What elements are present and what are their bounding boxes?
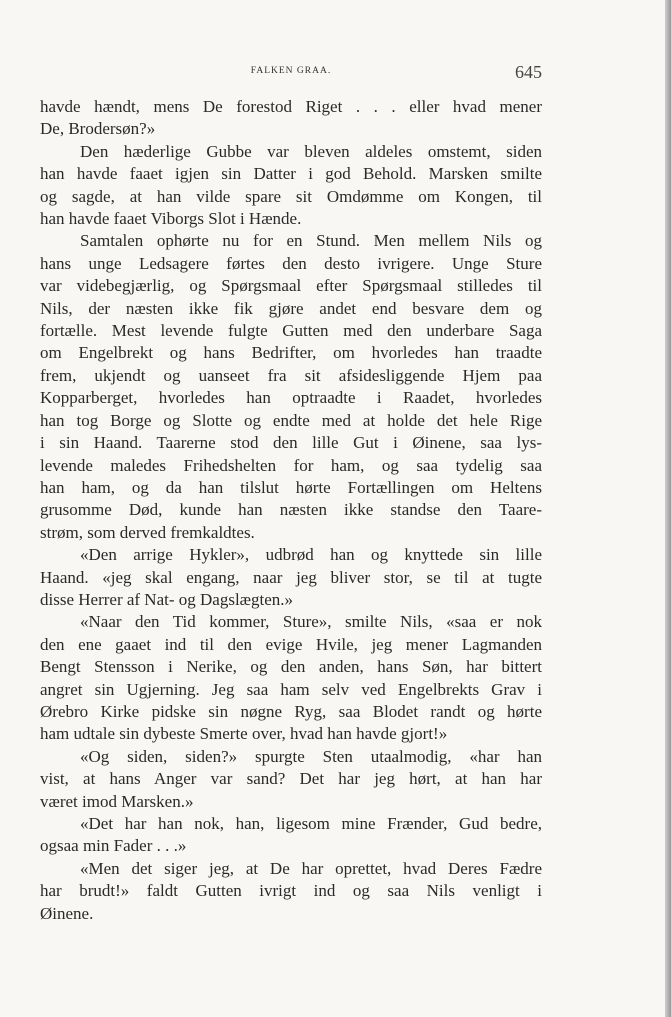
text-line: hans unge Ledsagere førtes den desto ivrigere. Unge Sture [40, 253, 542, 273]
text-line: «Men det siger jeg, at De har oprettet, hvad Deres Fædre [80, 858, 542, 878]
text-line: De, Brodersøn?» [40, 119, 156, 139]
text-line: «Det har han nok, han, ligesom mine Frænder, Gud bedre, [80, 814, 542, 833]
page-edge [665, 0, 671, 1017]
text-line: «Den arrige Hykler», udbrød han og knyttede sin lille [80, 545, 542, 565]
text-line: ham udtale sin dybeste Smerte over, hvad han havde gjort!» [40, 724, 448, 744]
text-line: Kopparberget, hvorledes han optraadte i Raadet, hvorledes [40, 388, 542, 408]
text-line: levende maledes Frihedshelten for ham, og saa tydelig saa [40, 455, 542, 475]
text-line: disse Herrer af Nat- og Dagslægten.» [40, 589, 294, 609]
text-line: Øinene. [40, 903, 94, 923]
text-line: grusomme Død, kunde han næsten ikke standse den Taare- [40, 500, 542, 520]
text-line: han havde faaet Viborgs Slot i Hænde. [40, 209, 302, 229]
text-line: Samtalen ophørte nu for en Stund. Men mellem Nils og [80, 231, 542, 251]
text-line: var videbegjærlig, og Spørgsmaal efter Spørgsmaal stilledes til [40, 276, 542, 296]
text-line: Den hæderlige Gubbe var bleven aldeles omstemt, siden [80, 141, 542, 161]
running-title: FALKEN GRAA. [250, 66, 332, 76]
text-line: og sagde, at han vilde spare sit Omdømme om Kongen, til [40, 186, 542, 206]
body-text [40, 96, 542, 925]
text-line: han havde faaet igjen sin Datter i god Behold. Marsken smilte [40, 164, 542, 184]
page-header [40, 62, 542, 86]
text-line: fortælle. Mest levende fulgte Gutten med den underbare Saga [40, 321, 542, 341]
text-line: strøm, som derved fremkaldtes. [40, 522, 255, 542]
text-line: frem, ukjendt og uanseet fra sit afsidesliggende Hjem paa [40, 365, 542, 385]
text-line: Ørebro Kirke pidske sin nøgne Ryg, saa Blodet randt og hørte [40, 701, 542, 721]
text-line: han tog Borge og Slotte og endte med at holde det hele Rige [40, 410, 542, 430]
text-line: Haand. «jeg skal engang, naar jeg bliver stor, se til at tugte [40, 567, 542, 587]
text-line: om Engelbrekt og hans Bedrifter, om hvorledes han traadte [40, 343, 542, 363]
text-line: ogsaa min Fader . . .» [40, 836, 187, 856]
text-line: den ene gaaet ind til den evige Hvile, jeg mener Lagmanden [40, 634, 542, 654]
text-line: vist, at hans Anger var sand? Det har jeg hørt, at han har [40, 769, 542, 789]
text-line: angret sin Ugjerning. Jeg saa ham selv ved Engelbrekts Grav i [40, 679, 542, 699]
text-line: i sin Haand. Taarerne stod den lille Gut i Øinene, saa lys- [40, 433, 542, 453]
text-line: «Og siden, siden?» spurgte Sten utaalmodig, «har han [80, 746, 542, 766]
text-line: Nils, der næsten ikke fik gjøre andet end besvare dem og [40, 298, 542, 318]
text-line: «Naar den Tid kommer, Sture», smilte Nils, «saa er nok [80, 612, 542, 632]
page-number: 645 [515, 62, 542, 82]
text-line: havde hændt, mens De forestod Riget . . . eller hvad mener [40, 97, 542, 116]
text-line: været imod Marsken.» [40, 791, 194, 811]
text-line: har brudt!» faldt Gutten ivrigt ind og saa Nils venligt i [40, 881, 542, 901]
text-line: Bengt Stensson i Nerike, og den anden, hans Søn, har bittert [40, 657, 542, 677]
text-line: han ham, og da han tilslut hørte Fortællingen om Heltens [40, 477, 542, 497]
